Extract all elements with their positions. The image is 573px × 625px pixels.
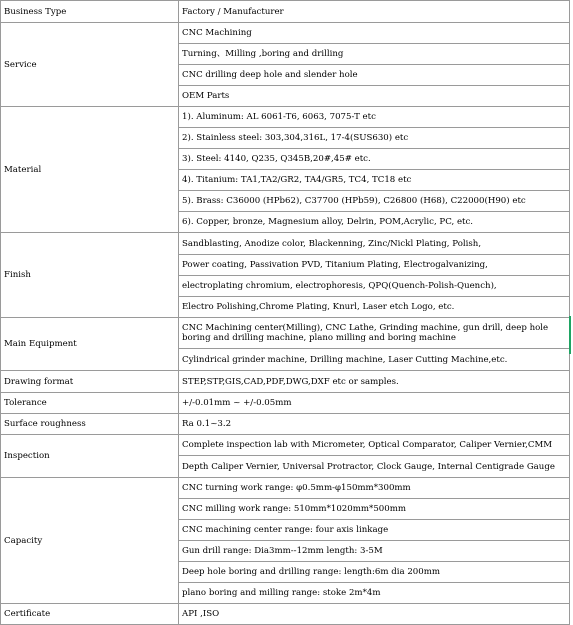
table-row [1, 107, 570, 128]
value-cell-business-type: Factory / Manufacturer [179, 1, 570, 23]
category-cell-capacity: Capacity [1, 478, 179, 604]
value-cell-certificate: API ,ISO [179, 604, 570, 625]
value-cell-capacity: Deep hole boring and drilling range: length:6m dia 200mm [179, 562, 570, 583]
value-cell-finish: Sandblasting, Anodize color, Blackenning, Zinc/Nickl Plating, Polish, [179, 233, 570, 255]
value-cell-material: 2). Stainless steel: 303,304,316L, 17-4(SUS630) etc [179, 128, 570, 149]
category-cell-service: Service [1, 23, 179, 107]
table-row [1, 414, 570, 435]
table-row [1, 371, 570, 393]
category-cell-tolerance: Tolerance [1, 393, 179, 414]
value-cell-capacity: CNC machining center range: four axis linkage [179, 520, 570, 541]
table-row [1, 23, 570, 44]
cell-selection-marker [569, 316, 571, 354]
value-cell-material: 4). Titanium: TA1,TA2/GR2, TA4/GR5, TC4, TC18 etc [179, 170, 570, 191]
value-cell-tolerance: +/-0.01mm ~ +/-0.05mm [179, 393, 570, 414]
table-row [1, 604, 570, 625]
value-cell-main-equipment: CNC Machining center(Milling), CNC Lathe, Grinding machine, gun drill, deep hole boring and drilling machine, plano milling and boring machine [179, 318, 570, 349]
value-cell-service: CNC Machining [179, 23, 570, 44]
category-cell-inspection: Inspection [1, 435, 179, 478]
value-cell-material: 3). Steel: 4140, Q235, Q345B,20#,45# etc. [179, 149, 570, 170]
value-cell-finish: Electro Polishing,Chrome Plating, Knurl, Laser etch Logo, etc. [179, 297, 570, 318]
table-row [1, 478, 570, 499]
table-row [1, 318, 570, 349]
value-cell-finish: electroplating chromium, electrophoresis, QPQ(Quench-Polish-Quench), [179, 276, 570, 297]
value-cell-material: 1). Aluminum: AL 6061-T6, 6063, 7075-T etc [179, 107, 570, 128]
category-cell-main-equipment: Main Equipment [1, 318, 179, 371]
table-row [1, 435, 570, 456]
value-cell-capacity: plano boring and milling range: stoke 2m*4m [179, 583, 570, 604]
value-cell-drawing-format: STEP,STP,GIS,CAD,PDF,DWG,DXF etc or samples. [179, 371, 570, 393]
value-cell-finish: Power coating, Passivation PVD, Titanium Plating, Electrogalvanizing, [179, 255, 570, 276]
table-row [1, 1, 570, 23]
category-cell-surface-roughness: Surface roughness [1, 414, 179, 435]
value-cell-service: OEM Parts [179, 86, 570, 107]
category-cell-business-type: Business Type [1, 1, 179, 23]
table-row [1, 393, 570, 414]
value-cell-inspection: Complete inspection lab with Micrometer, Optical Comparator, Caliper Vernier,CMM [179, 435, 570, 456]
value-cell-capacity: CNC milling work range: 510mm*1020mm*500mm [179, 499, 570, 520]
value-cell-main-equipment: Cylindrical grinder machine, Drilling machine, Laser Cutting Machine,etc. [179, 349, 570, 371]
value-cell-capacity: Gun drill range: Dia3mm--12mm length: 3-5M [179, 541, 570, 562]
value-cell-material: 6). Copper, bronze, Magnesium alloy, Delrin, POM,Acrylic, PC, etc. [179, 212, 570, 233]
value-cell-capacity: CNC turning work range: φ0.5mm-φ150mm*300mm [179, 478, 570, 499]
value-cell-material: 5). Brass: C36000 (HPb62), C37700 (HPb59), C26800 (H68), C22000(H90) etc [179, 191, 570, 212]
category-cell-material: Material [1, 107, 179, 233]
category-cell-finish: Finish [1, 233, 179, 318]
category-cell-certificate: Certificate [1, 604, 179, 625]
value-cell-service: CNC drilling deep hole and slender hole [179, 65, 570, 86]
value-cell-service: Turning、Milling ,boring and drilling [179, 44, 570, 65]
value-cell-surface-roughness: Ra 0.1~3.2 [179, 414, 570, 435]
category-cell-drawing-format: Drawing format [1, 371, 179, 393]
table-row [1, 233, 570, 255]
value-cell-inspection: Depth Caliper Vernier, Universal Protractor, Clock Gauge, Internal Centigrade Gauge [179, 456, 570, 478]
